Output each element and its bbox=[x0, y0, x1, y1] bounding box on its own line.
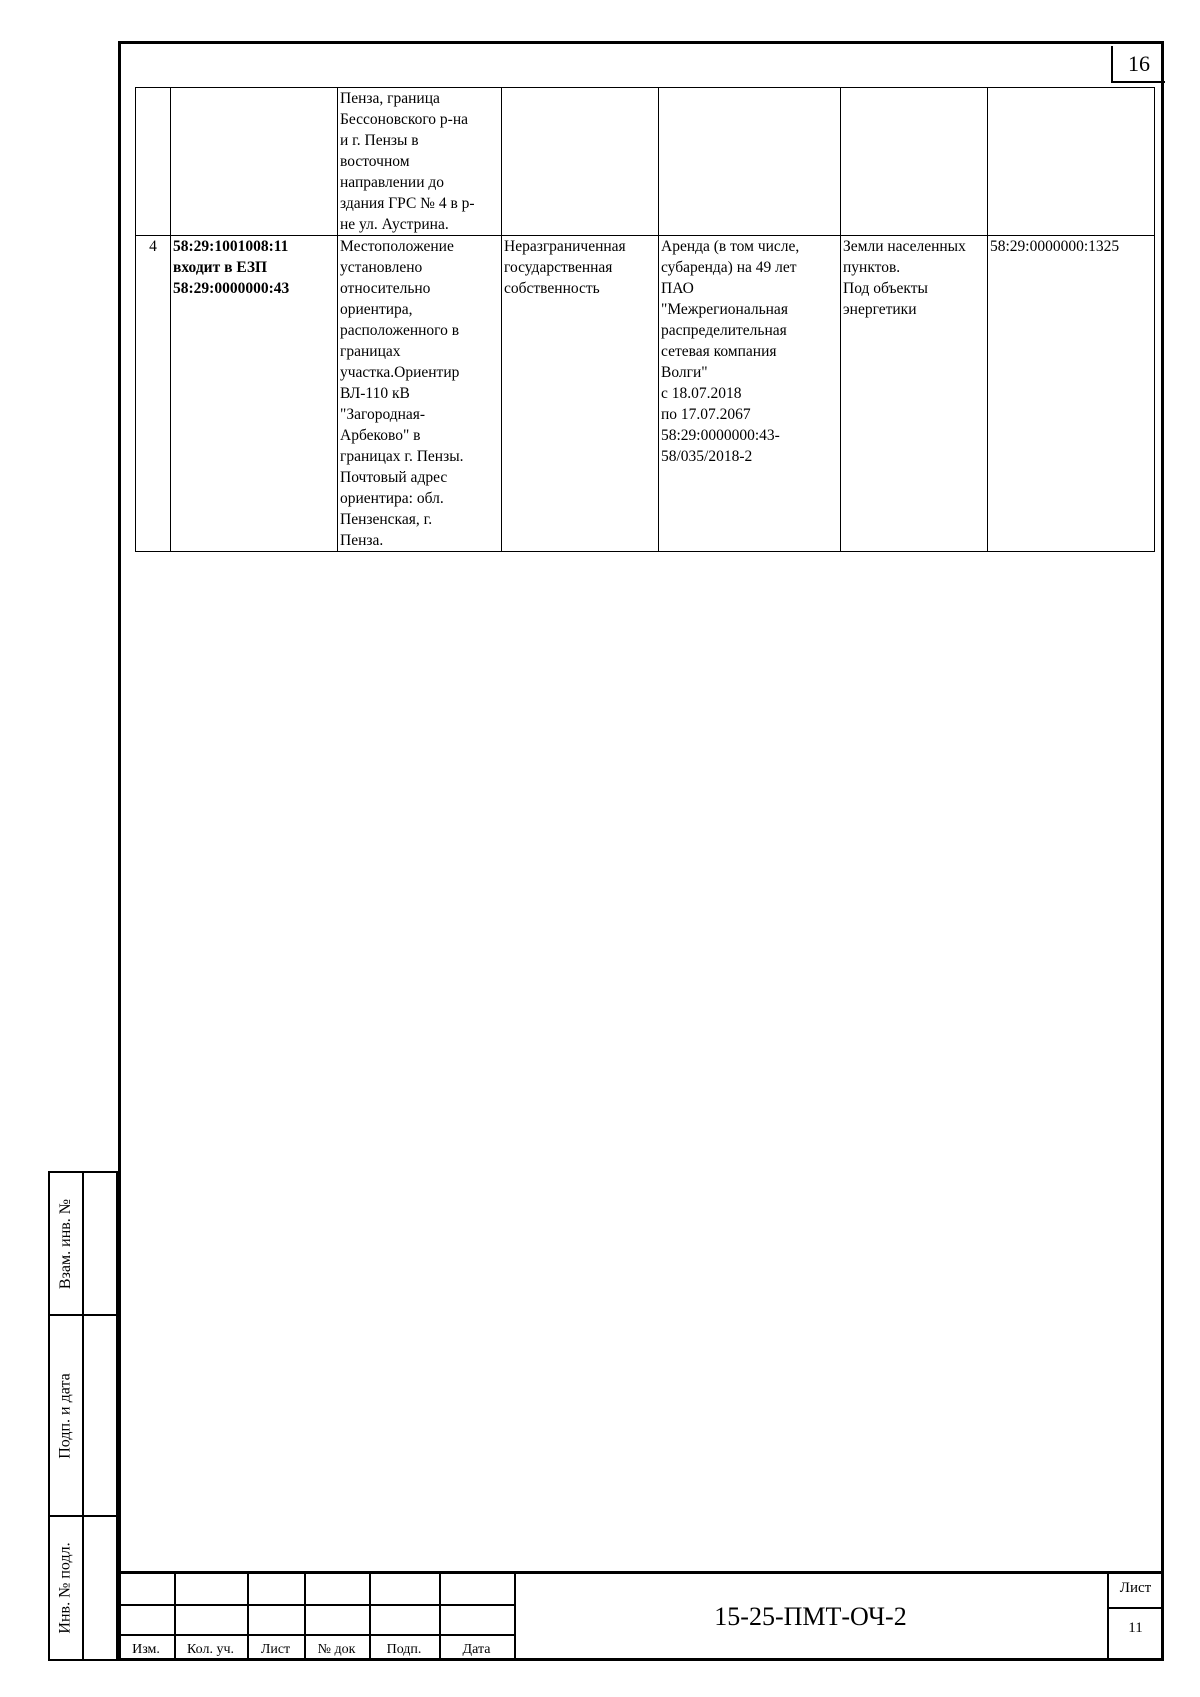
cell-line: пунктов. bbox=[843, 259, 901, 276]
encumbrance-cell bbox=[659, 236, 841, 552]
cell-line: ВЛ-110 кВ bbox=[340, 385, 410, 402]
cell-line: участка.Ориентир bbox=[340, 364, 460, 381]
ownership-cell bbox=[502, 236, 659, 552]
cell-line: Под объекты bbox=[843, 280, 928, 297]
cell-line: направлении до bbox=[340, 174, 445, 191]
cell-line: и г. Пензы в bbox=[340, 132, 419, 149]
cell-line: 58:29:0000000:43- bbox=[661, 427, 780, 444]
cell-line: 58:29:0000000:43 bbox=[173, 280, 290, 297]
side-label-podp: Подп. и дата bbox=[57, 1372, 75, 1459]
cell-line: Арбеково" в bbox=[340, 427, 421, 444]
table-row bbox=[136, 236, 1155, 552]
table-row bbox=[136, 88, 1155, 236]
cell-line: Пензенская, г. bbox=[340, 511, 433, 528]
location-cell bbox=[338, 236, 502, 552]
col-data: Дата bbox=[462, 1642, 491, 1657]
col-podp: Подп. bbox=[386, 1642, 422, 1657]
cell-line: 58:29:0000000:1325 bbox=[990, 238, 1120, 255]
cell-line: Пенза. bbox=[340, 532, 384, 549]
encumbrance-cell bbox=[659, 88, 841, 236]
side-label-inv: Инв. № подл. bbox=[57, 1542, 75, 1634]
cell-line: Неразграниченная bbox=[504, 238, 626, 255]
cell-line: "Загородная- bbox=[340, 406, 426, 423]
cell-line: с 18.07.2018 bbox=[661, 385, 742, 402]
cadastral-cell bbox=[171, 236, 338, 552]
cell-line: Пенза, граница bbox=[340, 90, 440, 107]
cell-line: восточном bbox=[340, 153, 410, 170]
cell-line: распределительная bbox=[661, 322, 787, 339]
col-list: Лист bbox=[260, 1642, 291, 1657]
cell-line: Земли населенных bbox=[843, 238, 966, 255]
cell-line: Волги" bbox=[661, 364, 708, 381]
sheet-number: 11 bbox=[1128, 1620, 1143, 1636]
cell-line: ориентира: обл. bbox=[340, 490, 444, 507]
cell-line: расположенного в bbox=[340, 322, 460, 339]
cell-line: по 17.07.2067 bbox=[661, 406, 751, 423]
col-kol-uch: Кол. уч. bbox=[187, 1642, 234, 1657]
cell-line: 58/035/2018-2 bbox=[661, 448, 753, 465]
cell-line: собственность bbox=[504, 280, 600, 297]
side-stamp-vzam bbox=[48, 1171, 118, 1316]
side-label-vzam: Взам. инв. № bbox=[57, 1198, 75, 1289]
col-izm: Изм. bbox=[132, 1642, 160, 1657]
col-n-dok: № док bbox=[317, 1642, 356, 1657]
land-plots-table bbox=[135, 87, 1155, 552]
cell-line: Бессоновского р-на bbox=[340, 111, 469, 128]
cell-line: границах г. Пензы. bbox=[340, 448, 464, 465]
cell-line: входит в ЕЗП bbox=[173, 259, 268, 276]
title-block bbox=[118, 1571, 1164, 1661]
side-stamp-inv bbox=[48, 1515, 118, 1661]
cell-line: сетевая компания bbox=[661, 343, 777, 360]
document-code: 15-25-ПМТ-ОЧ-2 bbox=[714, 1602, 907, 1631]
cell-line: "Межрегиональная bbox=[661, 301, 788, 318]
cell-line: субаренда) на 49 лет bbox=[661, 259, 797, 276]
location-cell bbox=[338, 88, 502, 236]
cell-line: ориентира, bbox=[340, 301, 413, 318]
cadastral-cell bbox=[171, 88, 338, 236]
cell-line: установлено bbox=[340, 259, 423, 276]
category-cell bbox=[841, 236, 988, 552]
side-stamp-podp bbox=[48, 1314, 118, 1517]
cell-line: государственная bbox=[504, 259, 613, 276]
reference-cell bbox=[988, 236, 1155, 552]
cell-line: границах bbox=[340, 343, 401, 360]
reference-cell bbox=[988, 88, 1155, 236]
ownership-cell bbox=[502, 88, 659, 236]
cell-line: энергетики bbox=[843, 301, 917, 318]
row-number: 4 bbox=[136, 236, 171, 552]
cell-line: 58:29:1001008:11 bbox=[173, 238, 289, 255]
cell-line: Почтовый адрес bbox=[340, 469, 448, 486]
cell-line: не ул. Аустрина. bbox=[340, 216, 449, 233]
cell-line: относительно bbox=[340, 280, 431, 297]
cell-line: ПАО bbox=[661, 280, 694, 297]
cell-line: Местоположение bbox=[340, 238, 454, 255]
sheet-label: Лист bbox=[1119, 1580, 1152, 1596]
category-cell bbox=[841, 88, 988, 236]
page-number: 16 bbox=[1111, 46, 1165, 83]
cell-line: здания ГРС № 4 в р- bbox=[340, 195, 475, 212]
row-number bbox=[136, 88, 171, 236]
cell-line: Аренда (в том числе, bbox=[661, 238, 800, 255]
